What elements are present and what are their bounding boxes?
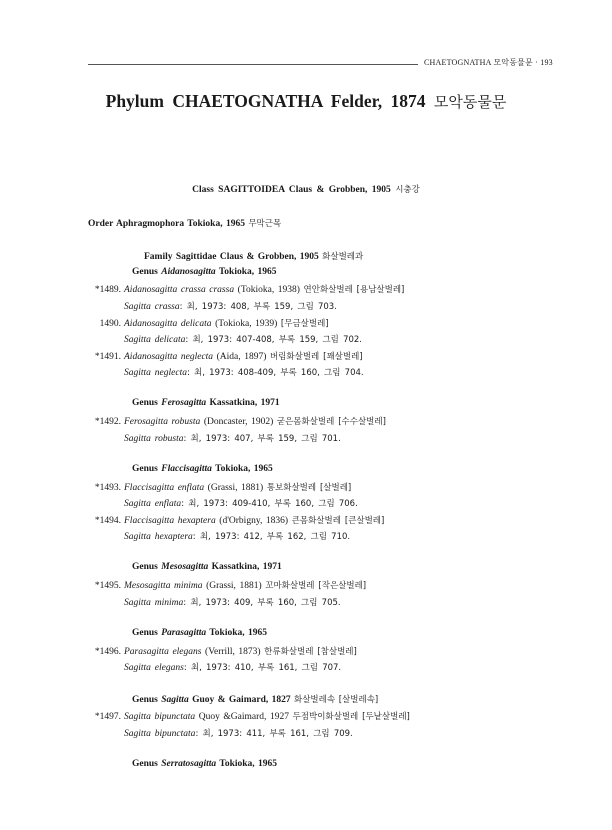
synonym-ref: : 최, 1973: 409-410, 부록 160, 그림 706. [181,499,358,509]
genus-author: Kassatkina, 1971 [209,398,280,408]
title-latin: Phylum CHAETOGNATHA Felder, 1874 [105,91,426,111]
species-author: Quoy &Gaimard, 1927 [198,712,289,722]
korean-name: 버림화살벌레 [꽤살벌레] [269,352,363,362]
genus-prefix: Genus [132,628,158,638]
genus-name: Mesosagitta [161,562,209,572]
genus-author: Guoy & Gaimard, 1827 [192,695,291,705]
species-author: (Tokioka, 1939) [215,319,278,329]
species-entry [85,350,363,362]
family-latin: Family Sagittidae Claus & Grobben, 1905 [144,252,319,262]
synonym-name: Sagitta elegans [124,663,184,673]
synonym-ref: : 최, 1973: 410, 부록 161, 그림 707. [183,663,342,673]
order-heading [88,217,281,229]
genus-korean: 화살벌레속 [살벌레속] [293,695,379,705]
genus-heading [132,759,277,769]
class-heading [0,183,612,195]
species-author: (Doncaster, 1902) [203,417,274,427]
entry-number: *1489. [94,285,121,295]
korean-name: 굳은몸화살벌레 [수수살벌레] [276,417,386,427]
synonym-ref: : 최, 1973: 407-408, 부록 159, 그림 702. [185,335,363,345]
synonym-line [124,596,341,608]
genus-heading [132,464,273,474]
order-korean: 무막근목 [248,219,282,229]
genus-heading [132,267,277,277]
synonym-name: Sagitta hexaptera [124,532,193,542]
genus-author: Tokioka, 1965 [219,759,278,769]
synonym-ref: : 최, 1973: 412, 부록 162, 그림 710. [192,532,351,542]
species-entry [85,317,329,329]
genus-author: Tokioka, 1965 [209,628,268,638]
species-name: Flaccisagitta hexaptera [124,516,216,526]
species-entry [85,415,386,427]
species-name: Parasagitta elegans [124,647,202,657]
synonym-line [124,727,353,739]
class-korean: 시충강 [395,185,420,195]
species-author: (Aida, 1897) [216,352,267,362]
synonym-name: Sagitta delicata [124,335,186,345]
synonym-ref: : 최, 1973: 411, 부록 161, 그림 709. [195,729,353,739]
genus-author: Tokioka, 1965 [215,464,273,474]
species-name: Mesosagitta minima [124,581,203,591]
genus-prefix: Genus [132,695,158,705]
synonym-name: Sagitta neglecta [124,368,187,378]
synonym-name: Sagitta robusta [124,434,184,444]
genus-heading [132,693,378,705]
entry-number: *1496. [94,647,121,657]
species-entry [85,710,410,722]
korean-name: 꼬마화살벌레 [작은살벌레] [265,581,367,591]
synonym-ref: : 최, 1973: 409, 부록 160, 그림 705. [183,598,341,608]
genus-name: Flaccisagitta [161,464,212,474]
synonym-name: Sagitta bipunctata [124,729,196,739]
genus-prefix: Genus [132,464,158,474]
synonym-ref: : 최, 1973: 408-409, 부록 160, 그림 704. [186,368,364,378]
species-entry [85,514,384,526]
genus-prefix: Genus [132,267,158,277]
species-author: (Grassi, 1881) [207,483,264,493]
species-name: Sagitta bipunctata [124,712,196,722]
synonym-ref: : 최, 1973: 407, 부록 159, 그림 701. [183,434,341,444]
order-latin: Order Aphragmophora Tokioka, 1965 [88,219,245,229]
korean-name: 통보화살벌레 [살벌레] [266,483,352,493]
title-korean: 모악동물문 [433,93,507,111]
family-korean: 화살벌레과 [322,252,364,262]
species-author: (Tokioka, 1938) [237,285,300,295]
genus-prefix: Genus [132,759,158,769]
genus-author: Tokioka, 1965 [218,267,277,277]
synonym-line [124,300,337,312]
genus-heading [132,562,282,572]
family-heading [144,250,363,262]
species-author: (d'Orbigny, 1836) [219,516,289,526]
synonym-line [124,497,358,509]
korean-name: 큰몸화살벌레 [큰살벌레] [291,516,385,526]
synonym-line [124,366,364,378]
genus-heading [132,398,280,408]
species-name: Ferosagitta robusta [124,417,201,427]
species-author: (Verrill, 1873) [205,647,261,657]
synonym-ref: : 최, 1973: 408, 부록 159, 그림 703. [179,302,337,312]
entry-number: *1495. [94,581,121,591]
entry-number: *1493. [94,483,121,493]
entry-number: *1497. [94,712,121,722]
running-head: CHAETOGNATHA 모악동물문 · 193 [424,58,553,67]
synonym-name: Sagitta enflata [124,499,182,509]
synonym-name: Sagitta crassa [124,302,180,312]
page-title [0,91,612,112]
class-latin: Class SAGITTOIDEA Claus & Grobben, 1905 [192,185,391,195]
species-entry [85,283,404,295]
synonym-name: Sagitta minima [124,598,184,608]
genus-prefix: Genus [132,562,158,572]
species-name: Flaccisagitta enflata [124,483,205,493]
genus-heading [132,628,267,638]
species-name: Aidanosagitta delicata [124,319,212,329]
synonym-line [124,530,350,542]
species-name: Aidanosagitta crassa crassa [124,285,235,295]
species-entry [85,579,366,591]
synonym-line [124,661,341,673]
species-name: Aidanosagitta neglecta [124,352,214,362]
entry-number: *1494. [94,516,121,526]
genus-author: Kassatkina, 1971 [211,562,282,572]
genus-name: Ferosagitta [161,398,207,408]
species-entry [85,481,351,493]
genus-name: Parasagitta [161,628,207,638]
genus-name: Serratosagitta [161,759,217,769]
entry-number: 1490. [99,319,121,329]
entry-number: *1491. [94,352,121,362]
korean-name: 두점박이화살벌레 [두낱살벌레] [292,712,410,722]
korean-name: 한류화살벌레 [참살벌레] [264,647,357,657]
species-author: (Grassi, 1881) [206,581,262,591]
header-rule [88,64,418,65]
entry-number: *1492. [94,417,121,427]
korean-name: 연안화살벌레 [용남살벌레] [303,285,405,295]
genus-prefix: Genus [132,398,158,408]
species-entry [85,645,357,657]
synonym-line [124,432,341,444]
genus-name: Sagitta [161,695,189,705]
synonym-line [124,333,362,345]
korean-name: [무금살벌레] [280,319,329,329]
genus-name: Aidanosagitta [161,267,216,277]
